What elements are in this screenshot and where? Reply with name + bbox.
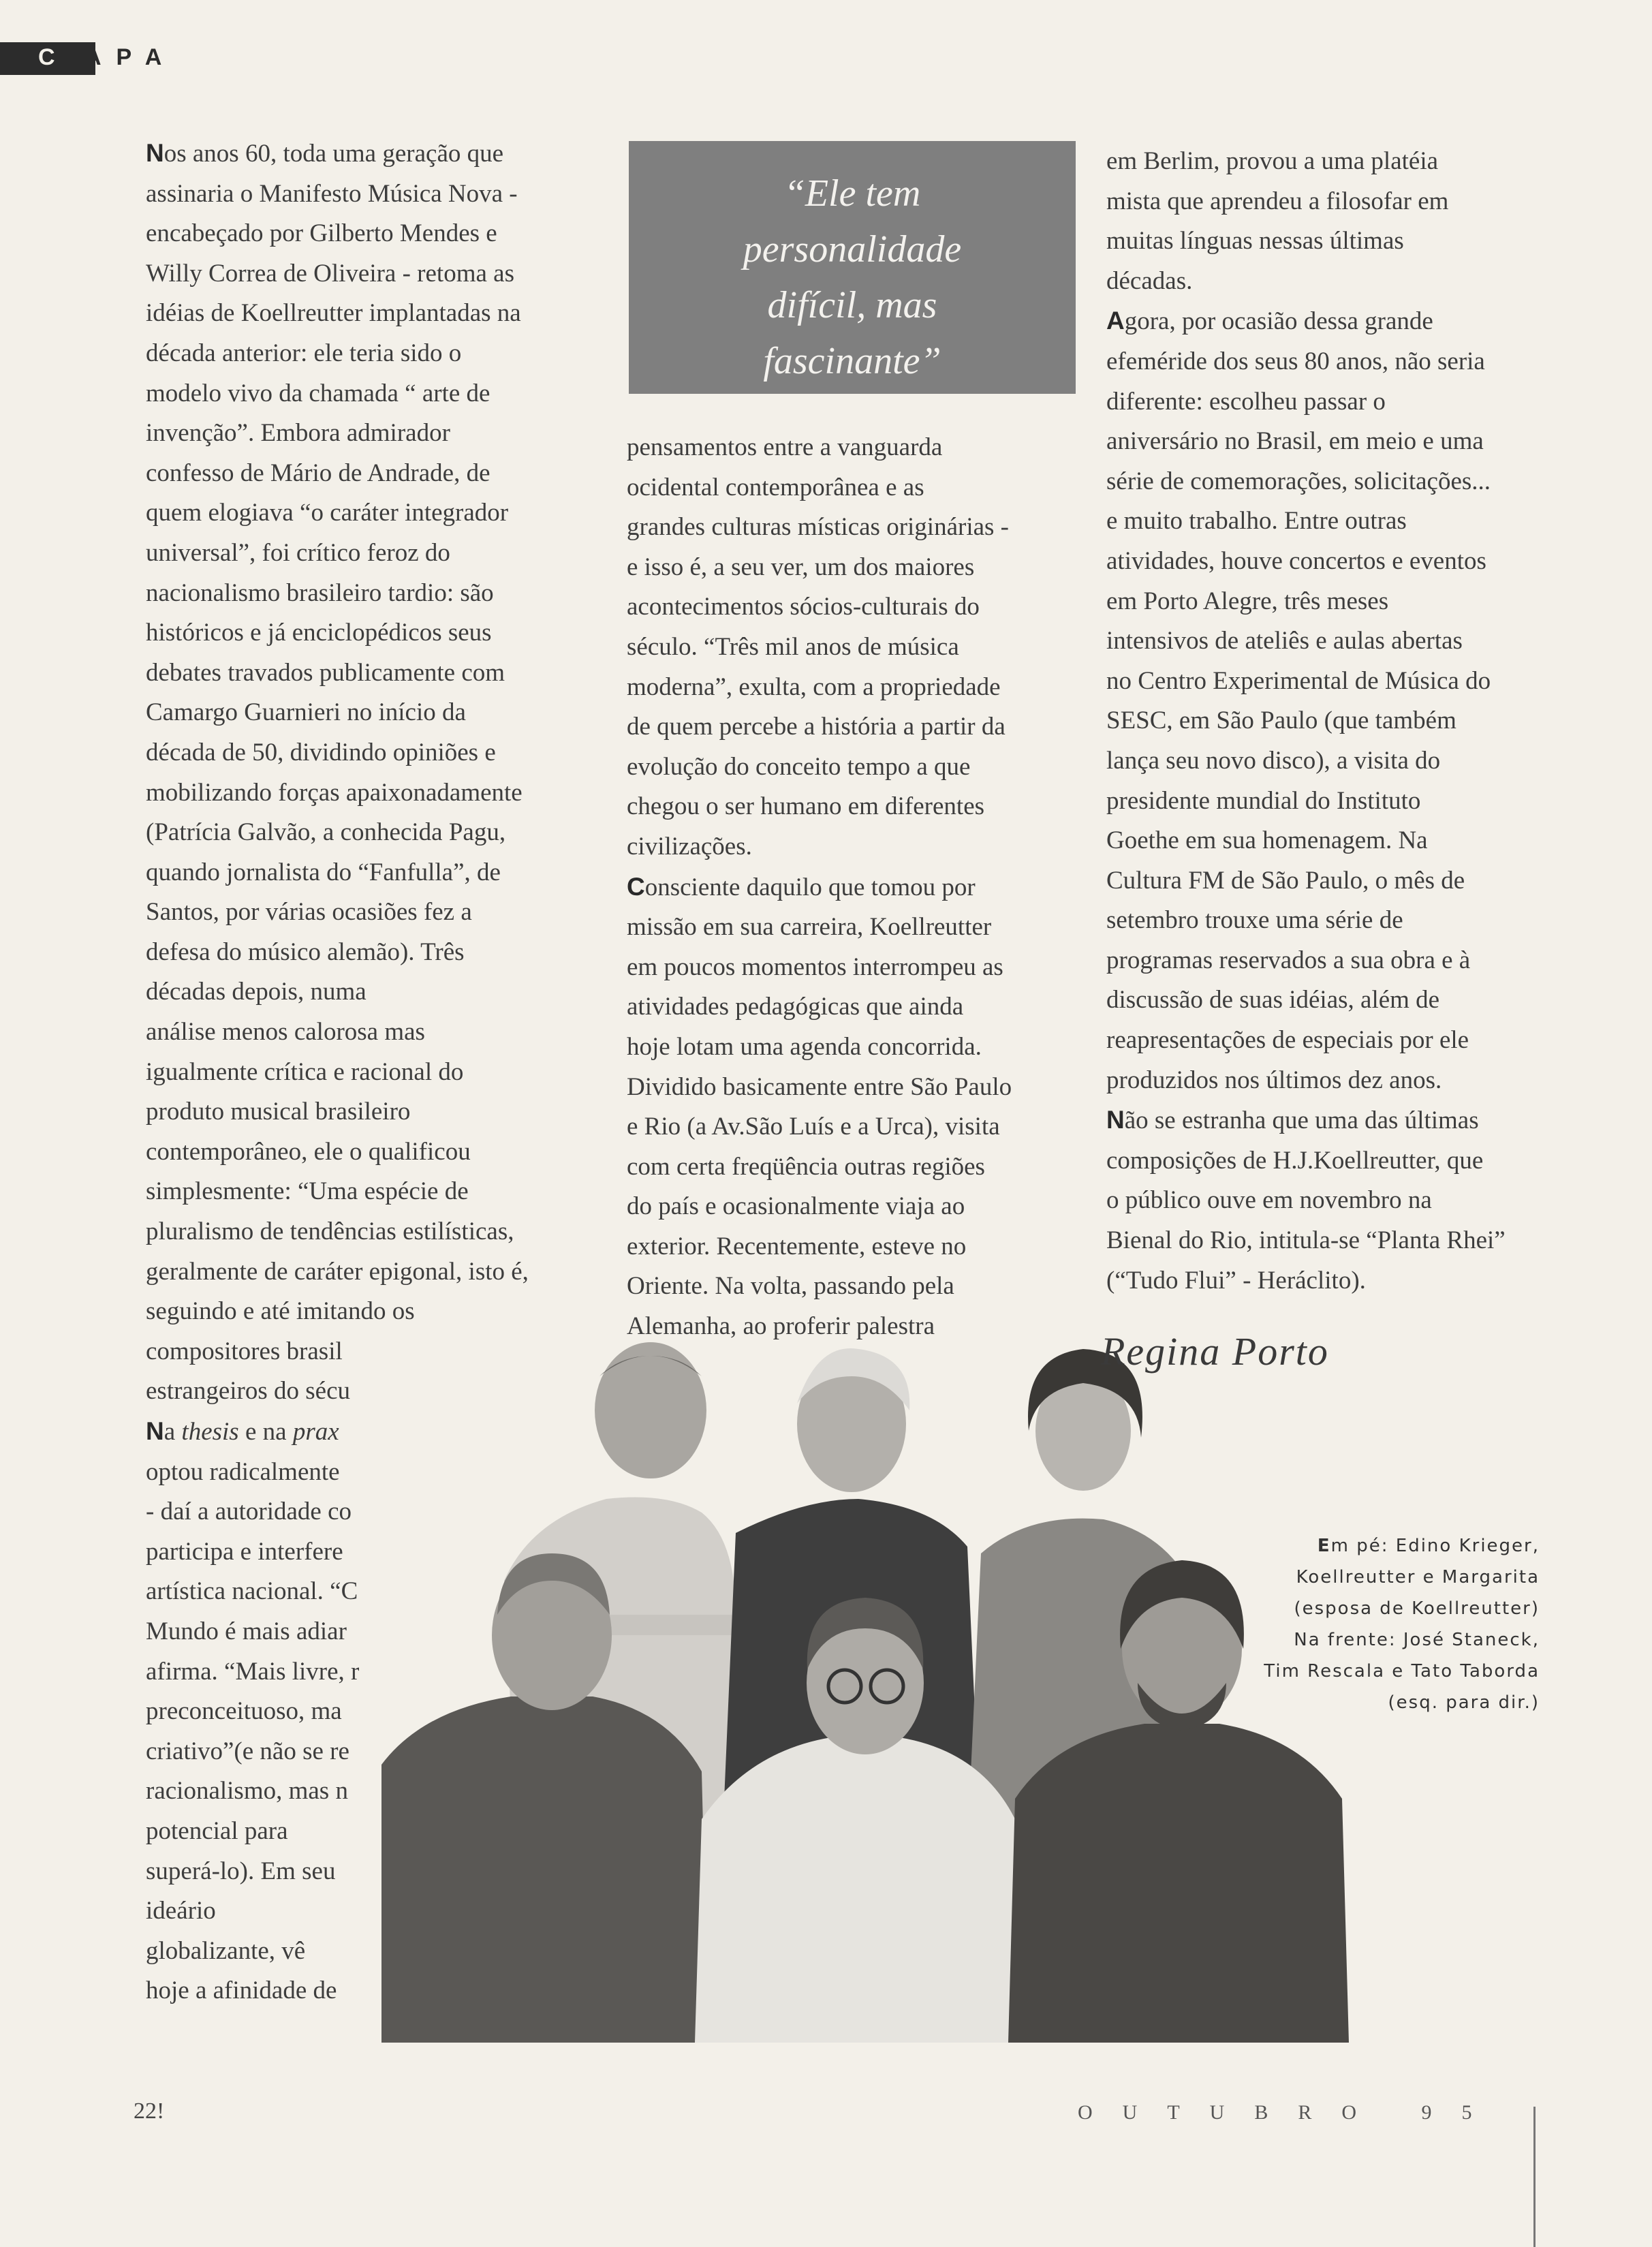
text-line xyxy=(627,1187,1076,1227)
text-run: idéias de Koellreutter implantadas na xyxy=(146,299,521,328)
text-run: atividades, houve concertos e eventos xyxy=(1106,546,1486,575)
text-run: missão em sua carreira, Koellreutter xyxy=(627,913,992,942)
text-line xyxy=(1106,501,1556,542)
text-line xyxy=(627,787,1076,827)
text-line xyxy=(627,548,1076,588)
text-run: composições de H.J.Koellreutter, que xyxy=(1106,1146,1484,1175)
caption-line: Koellreutter e Margarita xyxy=(1296,1567,1540,1587)
text-run: Oriente. Na volta, passando pela xyxy=(627,1272,954,1301)
text-line xyxy=(146,493,595,533)
text-run: diferente: escolheu passar o xyxy=(1106,387,1386,416)
text-run: optou radicalmente xyxy=(146,1457,340,1486)
text-line xyxy=(146,773,595,813)
drop-cap: N xyxy=(1106,1106,1125,1134)
text-run: modelo vivo da chamada “ arte de xyxy=(146,379,490,407)
text-run: racionalismo, mas n xyxy=(146,1777,348,1806)
text-line xyxy=(146,214,595,254)
drop-cap: N xyxy=(146,139,164,167)
text-run: e isso é, a seu ver, um dos maiores xyxy=(627,553,975,581)
text-line xyxy=(1106,901,1556,941)
text-line xyxy=(146,1212,595,1252)
text-run: Goethe em sua homenagem. Na xyxy=(1106,826,1428,855)
text-run: século. “Três mil anos de música xyxy=(627,632,959,661)
caption-line: Em pé: Edino Krieger, xyxy=(1317,1536,1540,1556)
text-run: aniversário no Brasil, em meio e uma xyxy=(1106,427,1484,456)
text-run: (“Tudo Flui” - Heráclito). xyxy=(1106,1266,1366,1295)
pull-quote-line: “Ele tem xyxy=(783,172,921,215)
text-run: simplesmente: “Uma espécie de xyxy=(146,1177,469,1206)
text-run: defesa do músico alemão). Três xyxy=(146,937,465,966)
text-line xyxy=(146,1092,595,1132)
text-run: superá-lo). Em seu xyxy=(146,1857,336,1885)
text-run: no Centro Experimental de Música do xyxy=(1106,666,1491,695)
text-run: criativo”(e não se re xyxy=(146,1737,349,1765)
text-run: pensamentos entre a vanguarda xyxy=(627,433,943,461)
text-line xyxy=(146,574,595,614)
text-run: quem elogiava “o caráter integrador xyxy=(146,499,509,527)
text-line xyxy=(627,508,1076,548)
text-run: seguindo e até imitando os xyxy=(146,1297,415,1326)
text-line xyxy=(1106,741,1556,781)
pull-quote xyxy=(629,141,1076,394)
text-run: produzidos nos últimos dez anos. xyxy=(1106,1066,1442,1094)
text-line xyxy=(1106,221,1556,262)
text-run: lança seu novo disco), a visita do xyxy=(1106,746,1441,775)
text-line xyxy=(627,747,1076,788)
text-line xyxy=(146,533,595,574)
text-line xyxy=(627,587,1076,627)
text-run: debates travados publicamente com xyxy=(146,658,505,687)
text-run: evolução do conceito tempo a que xyxy=(627,752,971,781)
text-run: décadas depois, numa xyxy=(146,978,367,1006)
text-line xyxy=(627,908,1076,948)
text-line xyxy=(146,693,595,733)
page-number-value: 22 xyxy=(134,2098,157,2124)
text-run: históricos e já enciclopédicos seus xyxy=(146,619,492,647)
text-run: igualmente crítica e racional do xyxy=(146,1057,464,1086)
text-line xyxy=(1106,1141,1556,1181)
text-run: ideário xyxy=(146,1897,216,1925)
text-line xyxy=(1106,1061,1556,1101)
text-run: e na xyxy=(238,1418,293,1446)
text-run: Bienal do Rio, intitula-se “Planta Rhei” xyxy=(1106,1226,1506,1255)
text-line xyxy=(627,1107,1076,1147)
text-run: hoje lotam uma agenda concorrida. xyxy=(627,1032,982,1061)
text-line xyxy=(1106,861,1556,901)
text-run: décadas. xyxy=(1106,266,1193,295)
caption-line: (esposa de Koellreutter) xyxy=(1294,1598,1540,1619)
text-line xyxy=(627,668,1076,708)
pull-quote-line: personalidade xyxy=(743,228,962,270)
text-line xyxy=(627,428,1076,468)
text-line xyxy=(146,853,595,893)
caption-line: Na frente: José Staneck, xyxy=(1294,1630,1540,1650)
footer-rule xyxy=(1533,2107,1536,2247)
text-line xyxy=(627,468,1076,508)
text-run: presidente mundial do Instituto xyxy=(1106,786,1421,815)
text-line xyxy=(1106,382,1556,422)
text-run: em Porto Alegre, três meses xyxy=(1106,587,1389,615)
text-line xyxy=(1106,1261,1556,1301)
text-run: do país e ocasionalmente viaja ao xyxy=(627,1192,965,1221)
text-line xyxy=(146,1292,595,1332)
text-line xyxy=(1106,980,1556,1021)
text-run: década anterior: ele teria sido o xyxy=(146,339,462,367)
text-run: discussão de suas idéias, além de xyxy=(1106,986,1440,1014)
text-line xyxy=(146,653,595,694)
text-line xyxy=(146,933,595,973)
text-run: de quem percebe a história a partir da xyxy=(627,713,1006,741)
text-run: globalizante, vê xyxy=(146,1936,306,1965)
text-run: - daí a autoridade co xyxy=(146,1498,352,1526)
text-run: muitas línguas nessas últimas xyxy=(1106,227,1404,255)
text-run: assinaria o Manifesto Música Nova - xyxy=(146,179,518,208)
text-line xyxy=(1106,1100,1556,1141)
text-run: moderna”, exulta, com a propriedade xyxy=(627,672,1001,701)
text-run: confesso de Mário de Andrade, de xyxy=(146,459,490,487)
text-run: mista que aprendeu a filosofar em xyxy=(1106,187,1449,215)
text-line xyxy=(146,1012,595,1053)
text-run: Willy Correa de Oliveira - retoma as xyxy=(146,259,514,288)
article-column-3 xyxy=(1106,142,1556,1301)
photo-caption xyxy=(1131,1530,1540,1718)
text-run: produto musical brasileiro xyxy=(146,1098,411,1126)
text-line xyxy=(1106,182,1556,222)
text-line xyxy=(1106,301,1556,342)
text-run: a xyxy=(163,1418,182,1446)
text-line xyxy=(1106,262,1556,302)
text-run: exterior. Recentemente, esteve no xyxy=(627,1232,967,1260)
text-line xyxy=(1106,941,1556,981)
drop-cap: N xyxy=(146,1417,164,1445)
text-line xyxy=(627,1267,1076,1307)
text-line xyxy=(627,867,1076,908)
text-line xyxy=(146,254,595,294)
text-line xyxy=(146,972,595,1012)
text-run: gora, por ocasião dessa grande xyxy=(1124,307,1433,336)
text-line xyxy=(146,613,595,653)
text-run: série de comemorações, solicitações... xyxy=(1106,467,1491,495)
text-run: contemporâneo, ele o qualificou xyxy=(146,1137,471,1166)
text-run: estrangeiros do sécu xyxy=(146,1377,351,1406)
text-line xyxy=(627,627,1076,668)
text-line xyxy=(627,1147,1076,1188)
text-line xyxy=(1106,781,1556,822)
text-run: e Rio (a Av.São Luís e a Urca), visita xyxy=(627,1113,1000,1141)
text-run: os anos 60, toda uma geração que xyxy=(163,140,504,168)
text-run: reapresentações de especiais por ele xyxy=(1106,1026,1469,1055)
text-run: Camargo Guarnieri no início da xyxy=(146,698,466,727)
text-line xyxy=(627,827,1076,867)
text-run: prax xyxy=(292,1418,339,1446)
text-line xyxy=(1106,621,1556,662)
text-run: ão se estranha que uma das últimas xyxy=(1124,1106,1479,1135)
text-line xyxy=(146,414,595,454)
text-run: hoje a afinidade de xyxy=(146,1977,337,2005)
text-run: onsciente daquilo que tomou por xyxy=(644,873,976,901)
issue-date: OUTUBRO 95 xyxy=(1078,2101,1502,2124)
text-line xyxy=(1106,662,1556,702)
text-line xyxy=(1106,1221,1556,1261)
text-line xyxy=(627,707,1076,747)
text-line xyxy=(146,334,595,374)
text-run: quando jornalista do “Fanfulla”, de xyxy=(146,858,501,886)
text-run: Dividido basicamente entre São Paulo xyxy=(627,1072,1012,1101)
text-run: Santos, por várias ocasiões fez a xyxy=(146,898,472,927)
drop-cap: C xyxy=(627,872,645,901)
text-run: afirma. “Mais livre, r xyxy=(146,1657,360,1686)
text-run: efeméride dos seus 80 anos, não seria xyxy=(1106,347,1485,375)
text-line xyxy=(627,948,1076,988)
text-run: participa e interfere xyxy=(146,1537,343,1566)
text-run: análise menos calorosa mas xyxy=(146,1018,425,1047)
text-run: universal”, foi crítico feroz do xyxy=(146,538,450,567)
text-run: setembro trouxe uma série de xyxy=(1106,906,1403,935)
text-line xyxy=(146,1252,595,1292)
text-line xyxy=(1106,1021,1556,1061)
text-line xyxy=(146,374,595,414)
text-run: pluralismo de tendências estilísticas, xyxy=(146,1218,514,1246)
text-run: chegou o ser humano em diferentes xyxy=(627,792,985,821)
text-run: artística nacional. “C xyxy=(146,1577,358,1606)
text-run: década de 50, dividindo opiniões e xyxy=(146,738,496,766)
text-run: em poucos momentos interrompeu as xyxy=(627,952,1003,981)
article-column-2 xyxy=(627,428,1076,1347)
text-run: civilizações. xyxy=(627,832,752,861)
text-run: em Berlim, provou a uma platéia xyxy=(1106,147,1439,175)
section-tag xyxy=(0,42,177,75)
text-line xyxy=(627,987,1076,1027)
text-line xyxy=(146,1172,595,1212)
text-line xyxy=(1106,582,1556,622)
drop-cap: A xyxy=(1106,307,1125,335)
text-line xyxy=(146,1053,595,1093)
text-line xyxy=(1106,342,1556,382)
text-line xyxy=(146,813,595,853)
pull-quote-line: difícil, mas xyxy=(767,284,937,326)
section-tag-rest: APA xyxy=(84,44,177,70)
text-run: invenção”. Embora admirador xyxy=(146,419,450,448)
text-line xyxy=(1106,422,1556,462)
text-run: Alemanha, ao proferir palestra xyxy=(627,1312,935,1341)
caption-line: Tim Rescala e Tato Taborda xyxy=(1264,1661,1540,1682)
text-run: potencial para xyxy=(146,1816,288,1845)
text-line xyxy=(627,1068,1076,1108)
text-run: compositores brasil xyxy=(146,1337,343,1365)
text-run: acontecimentos sócios-culturais do xyxy=(627,593,980,621)
text-run: encabeçado por Gilberto Mendes e xyxy=(146,219,497,248)
text-run: nacionalismo brasileiro tardio: são xyxy=(146,578,494,607)
text-line xyxy=(1106,142,1556,182)
author-byline: Regina Porto xyxy=(1101,1329,1329,1374)
text-line xyxy=(146,294,595,334)
text-line xyxy=(1106,542,1556,582)
text-run: SESC, em São Paulo (que também xyxy=(1106,707,1456,735)
pull-quote-line: fascinante” xyxy=(763,340,941,382)
text-line xyxy=(146,454,595,494)
text-run: atividades pedagógicas que ainda xyxy=(627,993,964,1021)
text-line xyxy=(146,893,595,933)
text-run: grandes culturas místicas originárias - xyxy=(627,513,1009,542)
text-run: (Patrícia Galvão, a conhecida Pagu, xyxy=(146,818,506,847)
section-tag-first-letter: C xyxy=(38,44,70,70)
text-line xyxy=(146,1132,595,1173)
text-line xyxy=(1106,1181,1556,1221)
text-run: o público ouve em novembro na xyxy=(1106,1186,1432,1215)
text-run: Cultura FM de São Paulo, o mês de xyxy=(1106,866,1465,895)
text-line xyxy=(627,1227,1076,1267)
text-line xyxy=(1106,701,1556,741)
text-line xyxy=(146,174,595,215)
page-number: 22! xyxy=(134,2098,165,2124)
text-line xyxy=(146,134,595,174)
text-run: Mundo é mais adiar xyxy=(146,1617,347,1645)
text-run: preconceituoso, ma xyxy=(146,1697,342,1726)
text-run: e muito trabalho. Entre outras xyxy=(1106,507,1407,536)
text-line xyxy=(627,1027,1076,1068)
text-run: com certa freqüência outras regiões xyxy=(627,1152,985,1181)
text-line xyxy=(1106,462,1556,502)
text-line xyxy=(1106,821,1556,861)
text-run: mobilizando forças apaixonadamente xyxy=(146,778,523,807)
text-run: programas reservados a sua obra e à xyxy=(1106,946,1471,974)
text-run: ocidental contemporânea e as xyxy=(627,473,924,501)
caption-line: (esq. para dir.) xyxy=(1388,1692,1540,1713)
text-run: geralmente de caráter epigonal, isto é, xyxy=(146,1257,529,1286)
text-run: intensivos de ateliês e aulas abertas xyxy=(1106,627,1463,655)
text-run: thesis xyxy=(181,1418,239,1446)
text-line xyxy=(146,733,595,773)
